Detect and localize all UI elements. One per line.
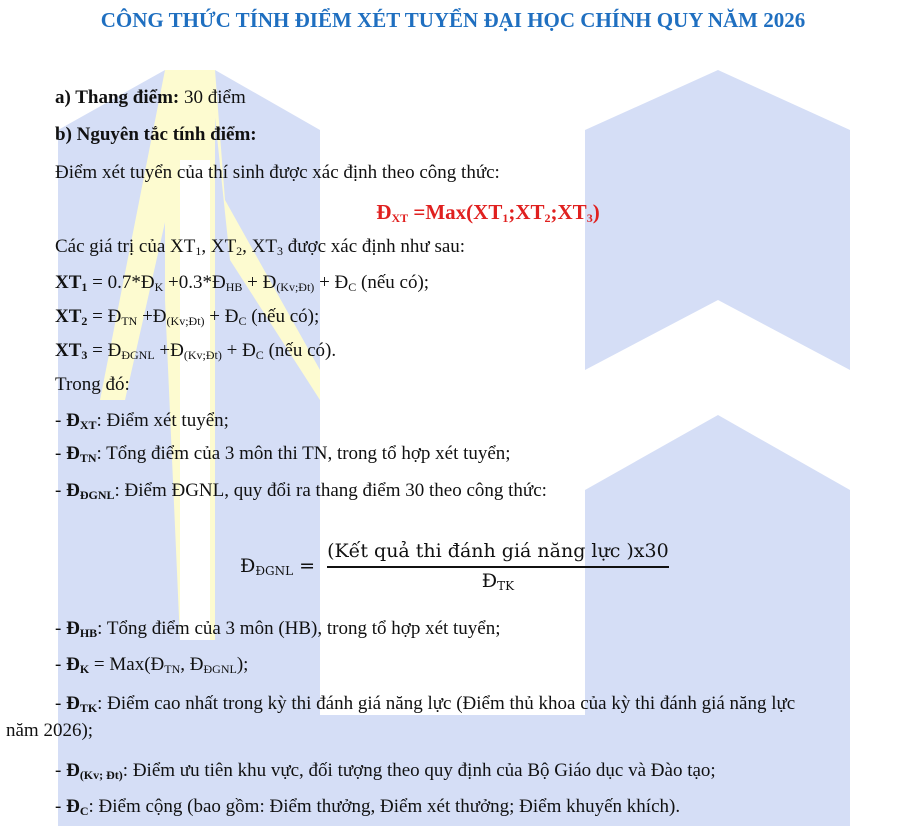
text-segment: : Điểm cộng (bao gồm: Điểm thưởng, Điểm xét thưởng; Điểm khuyến khích).	[88, 796, 681, 817]
subscript: C	[348, 280, 357, 294]
def-dk	[55, 653, 248, 677]
def-ddgnl	[55, 479, 547, 503]
text-segment: -	[55, 480, 67, 501]
subscript: 2	[81, 314, 88, 328]
fraction-lhs	[240, 555, 315, 577]
text-segment: = Max(Đ	[89, 654, 165, 675]
subscript: HB	[79, 626, 98, 640]
text-segment: : Điểm ưu tiên khu vực, đối tượng theo quy định của Bộ Giáo dục và Đào tạo;	[122, 760, 716, 781]
text-segment: Đ	[66, 480, 80, 501]
main-formula	[0, 200, 906, 224]
text-segment: được xác định như sau:	[283, 236, 466, 257]
text-segment: : Điểm ĐGNL, quy đổi ra thang điểm 30 theo công thức:	[114, 480, 547, 501]
subscript: 3	[586, 211, 593, 225]
text-segment: a) Thang điểm:	[55, 87, 180, 108]
text-segment: )	[592, 200, 600, 224]
text-segment: XT	[55, 306, 82, 327]
subscript: 1	[502, 211, 509, 225]
text-segment: -	[55, 693, 67, 714]
text-segment: -	[55, 410, 67, 431]
text-segment: b) Nguyên tắc tính điểm:	[55, 124, 257, 145]
subscript: TN	[79, 451, 97, 465]
fraction-lhs-subscript: ĐGNL	[255, 564, 294, 578]
text-segment: ;XT	[550, 200, 587, 224]
subscript: HB	[225, 280, 243, 294]
text-segment: Đ	[66, 410, 80, 431]
text-segment: +0.3*Đ	[163, 272, 226, 293]
fraction-denominator-symbol: Đ	[481, 570, 498, 592]
xt3-formula	[55, 339, 336, 363]
fraction-denominator-subscript: TK	[497, 579, 515, 593]
fraction-lhs-symbol: Đ	[240, 555, 256, 577]
text-segment: = Đ	[87, 340, 122, 361]
subscript: 3	[81, 348, 88, 362]
subscript: TK	[79, 701, 98, 715]
text-segment: năm 2026);	[6, 720, 94, 741]
subscript: (Kv;Đt)	[276, 280, 315, 294]
def-dxt	[55, 409, 229, 433]
subscript: C	[255, 348, 264, 362]
subscript: 2	[544, 211, 551, 225]
text-segment: );	[236, 654, 249, 675]
def-dtk	[55, 692, 795, 716]
text-segment: Đ	[66, 796, 80, 817]
fraction-equals: =	[299, 555, 316, 577]
text-segment: : Điểm cao nhất trong kỳ thi đánh giá năng lực (Điểm thủ khoa của kỳ thi đánh giá năng lực	[97, 693, 796, 714]
intro-text	[55, 161, 500, 185]
text-segment: + Đ	[314, 272, 349, 293]
subscript: 3	[277, 244, 283, 258]
text-segment: Đ	[66, 760, 80, 781]
text-segment: Đ	[66, 618, 80, 639]
subscript: (Kv; Đt)	[79, 768, 123, 782]
text-segment: -	[55, 760, 67, 781]
def-dtk-cont	[6, 719, 93, 743]
text-segment: Trong đó:	[55, 374, 130, 395]
text-segment: ;XT	[508, 200, 545, 224]
text-segment: 30 điểm	[179, 87, 246, 108]
page-title: CÔNG THỨC TÍNH ĐIỂM XÉT TUYỂN ĐẠI HỌC CHÍNH QUY NĂM 2026	[100, 8, 806, 32]
subscript: (Kv;Đt)	[183, 348, 222, 362]
subscript: 2	[236, 244, 243, 258]
text-segment: Đ	[66, 443, 80, 464]
text-segment: (nếu có);	[356, 272, 430, 293]
def-dtn	[55, 442, 511, 466]
text-segment: =Max(XT	[408, 200, 503, 224]
text-segment: + Đ	[221, 340, 256, 361]
text-segment: , XT	[201, 236, 237, 257]
def-dhb	[55, 617, 501, 641]
text-segment: Đ	[66, 693, 80, 714]
text-segment: , XT	[242, 236, 277, 257]
subscript: XT	[391, 211, 409, 225]
principle-heading	[55, 123, 257, 147]
subscript: (Kv;Đt)	[166, 314, 205, 328]
def-dkv	[55, 759, 716, 783]
text-segment: , Đ	[180, 654, 204, 675]
text-segment: Điểm xét tuyển của thí sinh được xác định theo công thức:	[55, 162, 500, 183]
xt2-formula	[55, 305, 319, 329]
subscript: C	[238, 314, 247, 328]
text-segment: -	[55, 654, 67, 675]
subscript: K	[79, 662, 90, 676]
subscript: XT	[79, 418, 97, 432]
text-segment: -	[55, 796, 67, 817]
text-segment: (nếu có);	[246, 306, 320, 327]
scale-heading	[55, 86, 246, 110]
text-segment: : Tổng điểm của 3 môn (HB), trong tổ hợp xét tuyển;	[97, 618, 501, 639]
subscript: 1	[81, 280, 88, 294]
subscript: C	[79, 804, 89, 818]
subscript: K	[154, 280, 164, 294]
values-intro	[55, 235, 465, 259]
text-segment: XT	[55, 272, 82, 293]
fraction-denominator	[482, 568, 514, 592]
where-label	[55, 373, 130, 397]
xt1-formula	[55, 271, 429, 295]
text-segment: + Đ	[242, 272, 277, 293]
text-segment: +Đ	[137, 306, 167, 327]
text-segment: Đ	[376, 200, 392, 224]
subscript: ĐGNL	[203, 662, 237, 676]
text-segment: XT	[55, 340, 82, 361]
text-segment: -	[55, 443, 67, 464]
dgnl-fraction-formula	[240, 540, 669, 592]
text-segment: : Điểm xét tuyển;	[96, 410, 229, 431]
text-segment: + Đ	[204, 306, 239, 327]
text-segment: Các giá trị của XT	[55, 236, 196, 257]
text-segment: +Đ	[154, 340, 184, 361]
subscript: ĐGNL	[121, 348, 155, 362]
fraction-box	[327, 540, 669, 592]
text-segment: (nếu có).	[263, 340, 337, 361]
text-segment: : Tổng điểm của 3 môn thi TN, trong tổ hợp xét tuyển;	[96, 443, 511, 464]
subscript: 1	[195, 244, 202, 258]
subscript: TN	[121, 314, 138, 328]
text-segment: = Đ	[87, 306, 122, 327]
subscript: TN	[164, 662, 181, 676]
subscript: ĐGNL	[79, 488, 115, 502]
text-segment: -	[55, 618, 67, 639]
fraction-numerator: (Kết quả thi đánh giá năng lực )x30	[327, 540, 669, 568]
def-dc	[55, 795, 680, 819]
text-segment: Đ	[66, 654, 80, 675]
text-segment: = 0.7*Đ	[87, 272, 155, 293]
